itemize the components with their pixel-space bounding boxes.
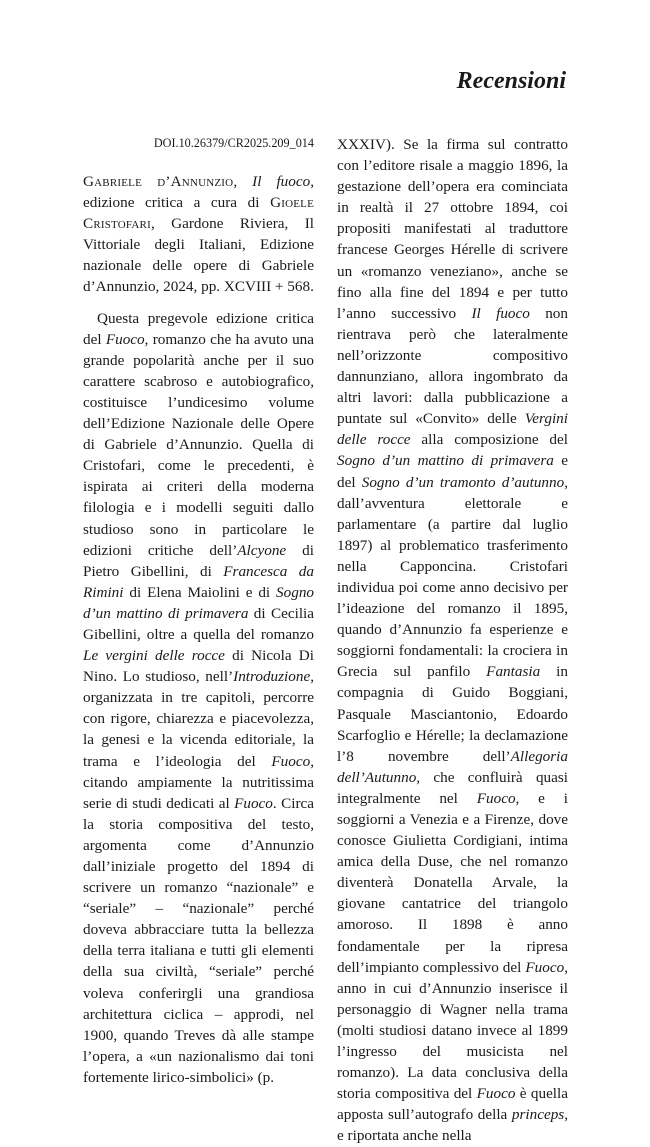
text-run: e del — [337, 452, 568, 491]
italic-title: Fuoco — [234, 794, 273, 812]
text-run: è quella apposta sull’autografo della — [337, 1085, 568, 1124]
italic-title: Le vergini delle rocce — [83, 647, 225, 665]
italic-title: Fantasia — [486, 663, 541, 681]
italic-title: Fuoco — [271, 752, 311, 770]
text-run: , Gardone Riviera, Il Vittoriale degli Italiani, Edizione nazionale delle opere di Gabriele d’Annunzio, 2024, pp. XCVIII + 568. — [83, 215, 314, 296]
italic-title: Fuoco — [476, 1085, 516, 1103]
text-run: , e riportata anche nella — [337, 1106, 568, 1145]
text-run: di Nicola Di Nino. Lo studioso, nell’ — [83, 647, 314, 686]
text-run: , romanzo che ha avuto una grande popolarità anche per il suo carattere scabroso e autobiografico, costituisce l’undicesimo volume dell’Edizione Nazionale delle Opere di Gabriele d’Annunzio. Quella di Cristofari, come le precedenti, è ispirata ai criteri della moderna filologia e i modelli seguiti dallo studioso sono in particolare le edizioni critiche dell’ — [83, 330, 314, 559]
doi-line: DOI.10.26379/CR2025.209_014 — [153, 136, 314, 150]
italic-title: princeps — [511, 1106, 565, 1124]
text-run: . Circa la storia compositiva del testo, argomenta come d’Annunzio dall’iniziale progetto del 1894 di scrivere un romanzo “nazionale” e “seriale” – “nazionale” perché doveva abbracciare tutta la bellezza della terra italiana e tutti gli elementi della sua civiltà, “seriale” perché voleva conferirgli una grandiosa architettura ciclica – approdi, nel 1900, quando Treves dà alle stampe l’opera, a «un nazionalismo dai toni fortemente lirico-simbolici» (p. — [83, 794, 314, 1086]
italic-title: Il fuoco — [471, 304, 530, 322]
smallcaps-name: Gabriele d’Annunzio — [83, 173, 234, 190]
italic-title: Allegoria dell’Autunno — [337, 747, 568, 786]
text-run: , anno in cui d’Annunzio inserisce il personaggio di Wagner nella trama (molti studiosi datano invece al 1899 l’ingresso del musicista nel romanzo). La data conclusiva della storia compositiva del — [337, 958, 568, 1103]
italic-title: Vergini delle rocce — [337, 410, 568, 449]
text-run: , e i soggiorni a Venezia e a Firenze, dove conosce Giulietta Cordigiani, intima amica della Duse, che nel romanzo diventerà Donatella Arvale, la giovane cantatrice del triangolo amoroso. Il 1898 è anno fondamentale per la ripresa dell’impianto complessivo del — [337, 789, 568, 976]
italic-title: Fuoco — [476, 789, 516, 807]
text-run: di Pietro Gibellini, di — [83, 541, 314, 580]
text-run: , — [233, 173, 253, 190]
italic-title: Fuoco — [105, 330, 145, 348]
text-run: in compagnia di Guido Boggiani, Pasquale Masciantonio, Edoardo Scarfoglio e Hérelle; la declamazione l’8 novembre dell’ — [337, 663, 568, 765]
text-run: , dall’avventura elettorale e parlamentare (a partire dal luglio 1897) al problematico trasferimento nella Capponcina. Cristofari individua poi come anno decisivo per l’ideazione del romanzo il 1895, quando d’Annunzio fa esperienze e soggiorni fondamentali: la crociera in Grecia sul panfilo — [337, 473, 568, 681]
text-run: non rientrava però che lateralmente nell’orizzonte compositivo dannunziano, allora ingombrato da altri lavori: dalla pubblicazione a puntate sul «Convito» delle — [337, 304, 568, 428]
text-run: XXXIV). Se la firma sul contratto con l’editore risale a maggio 1896, la gestazione dell’opera era cominciata in realtà il 27 ottobre 1894, coi propositi manifestati al traduttore francese Georges Hérelle di scrivere un «romanzo veneziano», anche se fino alla fine del 1894 e per tutto l’anno successivo — [337, 136, 568, 322]
text-run: di Elena Maiolini e di — [123, 583, 277, 601]
text-run: , che confluirà quasi integralmente nel — [337, 768, 568, 807]
review-paragraph-1 — [83, 308, 314, 1088]
section-header: Recensioni — [456, 68, 566, 94]
bibliographic-entry — [83, 171, 314, 298]
italic-title: Sogno d’un mattino di primavera — [83, 583, 314, 622]
italic-title: Fuoco — [525, 958, 565, 976]
text-run: Questa pregevole edizione critica del — [83, 309, 314, 348]
italic-title: Il fuoco — [252, 173, 311, 190]
right-column — [337, 134, 568, 1147]
text-run: alla composizione del — [410, 431, 568, 449]
italic-title: Introduzione — [233, 668, 311, 686]
text-run: di Cecilia Gibellini, oltre a quella del romanzo — [83, 604, 314, 643]
left-column — [83, 134, 314, 1088]
italic-title: Alcyone — [237, 541, 287, 559]
italic-title: Sogno d’un tramonto d’autunno — [361, 473, 565, 491]
smallcaps-name: Gioele Cristofari — [83, 194, 314, 233]
text-run: , edizione critica a cura di — [83, 173, 314, 212]
italic-title: Francesca da Rimini — [83, 562, 314, 601]
italic-title: Sogno d’un mattino di primavera — [337, 452, 554, 470]
text-run: , organizzata in tre capitoli, percorre con rigore, chiarezza e piacevolezza, la genesi e la vicenda editoriale, la trama e l’ideologia del — [83, 668, 314, 770]
review-paragraph-continued — [337, 134, 568, 1147]
text-run: , citando ampiamente la nutritissima serie di studi dedicati al — [83, 752, 314, 812]
